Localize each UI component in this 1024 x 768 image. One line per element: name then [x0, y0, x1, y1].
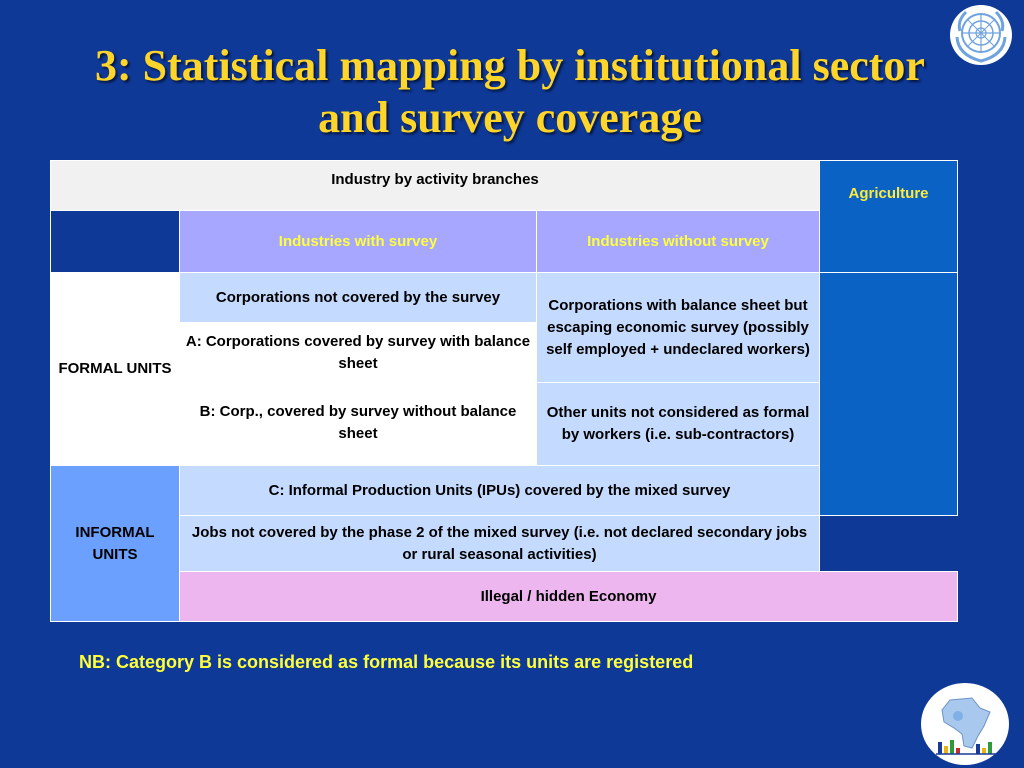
industry-header: Industry by activity branches	[51, 161, 820, 211]
africa-map-logo-icon	[920, 682, 1010, 766]
formal-units-label: FORMAL UNITS	[51, 273, 180, 466]
mapping-table	[50, 160, 958, 622]
corp-a-cell: A: Corporations covered by survey with balance sheet	[180, 323, 537, 383]
jobs-not-covered-cell: Jobs not covered by the phase 2 of the mixed survey (i.e. not declared secondary jobs or rural seasonal activities)	[180, 516, 820, 572]
industries-without-survey-header: Industries without survey	[537, 211, 820, 273]
slide-title: 3: Statistical mapping by institutional sector and survey coverage	[95, 41, 925, 142]
corp-not-covered-cell: Corporations not covered by the survey	[180, 273, 537, 323]
illegal-economy-cell: Illegal / hidden Economy	[180, 572, 958, 622]
informal-units-label: INFORMAL UNITS	[51, 466, 180, 622]
corp-escaping-survey-cell: Corporations with balance sheet but escaping economic survey (possibly self employed + undeclared workers)	[537, 273, 820, 383]
agriculture-header: Agriculture	[820, 161, 958, 273]
blank-corner-cell	[51, 211, 180, 273]
agriculture-column-fill	[820, 273, 958, 516]
corp-b-cell: B: Corp., covered by survey without balance sheet	[180, 383, 537, 466]
un-emblem-icon	[948, 3, 1014, 67]
other-units-cell: Other units not considered as formal by workers (i.e. sub-contractors)	[537, 383, 820, 466]
industries-with-survey-header: Industries with survey	[180, 211, 537, 273]
footnote: NB: Category B is considered as formal because its units are registered	[79, 652, 694, 672]
informal-ipu-cell: C: Informal Production Units (IPUs) covered by the mixed survey	[180, 466, 820, 516]
